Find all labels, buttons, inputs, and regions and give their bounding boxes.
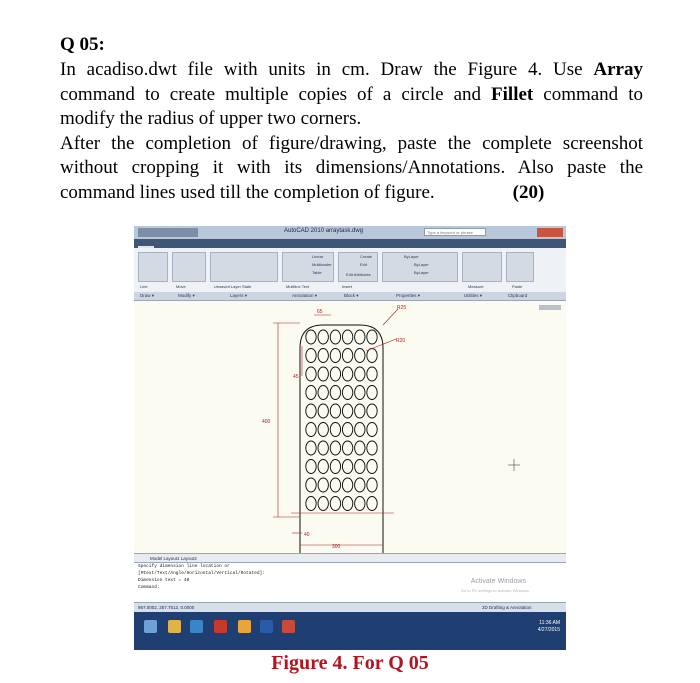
ribbon-panel-titles	[134, 292, 566, 301]
panel-title: Annotation ▾	[292, 293, 318, 298]
array-circle	[367, 497, 377, 511]
dim-300: 300	[332, 544, 341, 550]
array-circle	[306, 330, 316, 344]
array-circle	[367, 367, 377, 381]
clock-date: 4/27/2015	[537, 627, 560, 633]
question-marks: (20)	[512, 181, 545, 203]
q-text-1: In acadiso.dwt file with units in cm. Draw the Figure 4. Use	[60, 59, 594, 80]
multileader-label: Multileader	[312, 262, 332, 267]
layout-tab-labels[interactable]: Model Layout1 Layout2	[150, 556, 197, 561]
drawing-svg	[134, 301, 566, 553]
panel-title: Block ▾	[344, 293, 359, 298]
array-circle	[355, 404, 365, 418]
array-circle	[355, 497, 365, 511]
array-circle	[330, 423, 340, 437]
edit-attributes-label: Edit Attributes	[346, 272, 371, 277]
paste-label: Paste	[512, 284, 523, 289]
array-circle	[318, 497, 328, 511]
array-circle	[355, 441, 365, 455]
array-circle	[306, 478, 316, 492]
q-text-4: After the completion of figure/drawing, paste the complete screenshot without cropping it with its dimensions/Annotations. Also paste the command lines used till the completion of figure.	[60, 132, 643, 203]
q-fillet-keyword: Fillet	[491, 83, 534, 105]
workspace-switcher[interactable]: 2D Drafting & Annotation	[482, 605, 532, 610]
dim-45: 45	[293, 374, 299, 380]
question-body	[60, 58, 643, 205]
array-circle	[306, 367, 316, 381]
utilities-panel[interactable]	[462, 252, 502, 282]
dim-40: 40	[304, 532, 310, 538]
layer-state-label: Unsaved Layer State	[214, 284, 252, 289]
bylayer-lineweight[interactable]: ByLayer	[414, 270, 429, 275]
array-circle	[355, 460, 365, 474]
array-circle	[306, 423, 316, 437]
taskbar-clock	[538, 620, 560, 634]
array-circle	[367, 386, 377, 400]
command-line: Specify dimension line location or	[138, 564, 230, 569]
array-circle	[318, 478, 328, 492]
array-circle	[330, 441, 340, 455]
start-icon[interactable]	[144, 620, 157, 633]
array-circle	[355, 349, 365, 363]
edit-label: Edit	[360, 262, 367, 267]
array-circle	[330, 497, 340, 511]
array-circle	[318, 460, 328, 474]
array-circle	[342, 404, 352, 418]
array-circle	[342, 386, 352, 400]
array-circle	[306, 441, 316, 455]
dim-r20: R20	[396, 338, 406, 344]
measure-label: Measure	[468, 284, 484, 289]
panel-title: Draw ▾	[140, 293, 155, 298]
modify-panel-buttons[interactable]	[172, 252, 206, 282]
panel-title: Layers ▾	[230, 293, 248, 298]
autocad-icon[interactable]	[282, 620, 295, 633]
explorer-icon[interactable]	[168, 620, 181, 633]
array-circle	[355, 423, 365, 437]
array-circle	[306, 497, 316, 511]
array-circle	[318, 423, 328, 437]
command-line: Dimension text = 40	[138, 578, 190, 583]
array-circle	[330, 386, 340, 400]
array-circle	[367, 404, 377, 418]
array-circle	[355, 330, 365, 344]
activate-windows-watermark: Activate Windows	[470, 578, 526, 585]
array-circle	[342, 460, 352, 474]
array-circle	[318, 404, 328, 418]
cursor-crosshair-icon	[508, 459, 520, 471]
array-circle	[342, 441, 352, 455]
array-circle	[342, 497, 352, 511]
dim-r25: R25	[397, 305, 407, 311]
circle-array	[306, 330, 377, 511]
plate-outline	[300, 325, 383, 553]
question-para-1	[60, 58, 643, 132]
q-text-2: command to create multiple copies of a circle and	[60, 83, 492, 105]
array-circle	[342, 423, 352, 437]
array-circle	[367, 423, 377, 437]
array-circle	[306, 460, 316, 474]
folder-icon[interactable]	[238, 620, 251, 633]
word-icon[interactable]	[260, 620, 273, 633]
panel-title: Modify ▾	[178, 293, 195, 298]
viewport-controls[interactable]	[539, 305, 561, 310]
search-input[interactable]: Type a keyword or phrase	[424, 228, 486, 236]
windows-taskbar	[134, 612, 566, 650]
coordinates-readout: 967.0002, 257.7512, 0.0000	[138, 605, 195, 610]
dim-65: 65	[317, 309, 323, 315]
array-circle	[342, 478, 352, 492]
array-circle	[306, 386, 316, 400]
array-circle	[367, 460, 377, 474]
ie-icon[interactable]	[190, 620, 203, 633]
clock-time: 11:36 AM	[539, 620, 560, 626]
bylayer-color[interactable]: ByLayer	[404, 254, 419, 259]
layers-panel[interactable]	[210, 252, 278, 282]
create-label: Create	[360, 254, 373, 259]
quick-access-toolbar[interactable]	[138, 228, 198, 237]
array-circle	[330, 367, 340, 381]
array-circle	[342, 330, 352, 344]
array-circle	[330, 404, 340, 418]
q-text-3: command to modify the radius of upper two corners.	[60, 83, 643, 129]
figure-caption: Figure 4. For Q 05	[271, 652, 429, 674]
properties-panel[interactable]	[382, 252, 458, 282]
array-circle	[306, 404, 316, 418]
array-circle	[355, 367, 365, 381]
array-circle	[318, 386, 328, 400]
array-circle	[318, 441, 328, 455]
command-line: Command:	[138, 585, 160, 590]
panel-title: Utilities ▾	[464, 293, 483, 298]
array-circle	[318, 349, 328, 363]
window-title: AutoCAD 2010 arraytask.dwg	[284, 228, 364, 234]
array-circle	[355, 386, 365, 400]
table-label: Table	[312, 270, 322, 275]
array-circle	[330, 460, 340, 474]
array-circle	[318, 330, 328, 344]
array-circle	[367, 330, 377, 344]
window-titlebar	[134, 226, 566, 239]
panel-title: Clipboard	[508, 293, 528, 298]
activate-windows-sub: Go to PC settings to activate Windows.	[460, 588, 530, 593]
question-number: Q 05:	[60, 34, 105, 55]
insert-label: Insert	[342, 284, 353, 289]
array-circle	[330, 349, 340, 363]
array-circle	[330, 330, 340, 344]
array-circle	[367, 441, 377, 455]
acrobat-icon[interactable]	[214, 620, 227, 633]
bylayer-linetype[interactable]: ByLayer	[414, 262, 429, 267]
array-circle	[342, 367, 352, 381]
array-circle	[330, 478, 340, 492]
command-line: [Mtext/Text/Angle/Horizontal/Vertical/Rotated]:	[138, 571, 265, 576]
linear-label: Linear	[312, 254, 324, 259]
array-circle	[306, 349, 316, 363]
array-circle	[318, 367, 328, 381]
autocad-screenshot	[134, 226, 566, 650]
array-circle	[367, 349, 377, 363]
move-label: Move	[176, 284, 186, 289]
question-para-2	[60, 132, 643, 206]
panel-title: Properties ▾	[396, 293, 421, 298]
array-circle	[342, 349, 352, 363]
array-circle	[367, 478, 377, 492]
q-array-keyword: Array	[593, 59, 643, 80]
draw-panel-buttons[interactable]	[138, 252, 168, 282]
window-controls[interactable]	[537, 228, 563, 237]
array-circle	[355, 478, 365, 492]
annotation-panel[interactable]	[282, 252, 334, 282]
ribbon	[134, 248, 566, 293]
ribbon-tabs	[134, 239, 566, 248]
dim-400: 400	[262, 419, 271, 425]
line-label: Line	[140, 284, 148, 289]
drawing-canvas[interactable]	[134, 301, 566, 553]
clipboard-panel[interactable]	[506, 252, 534, 282]
multiline-text-label: Multiline Text	[286, 284, 310, 289]
